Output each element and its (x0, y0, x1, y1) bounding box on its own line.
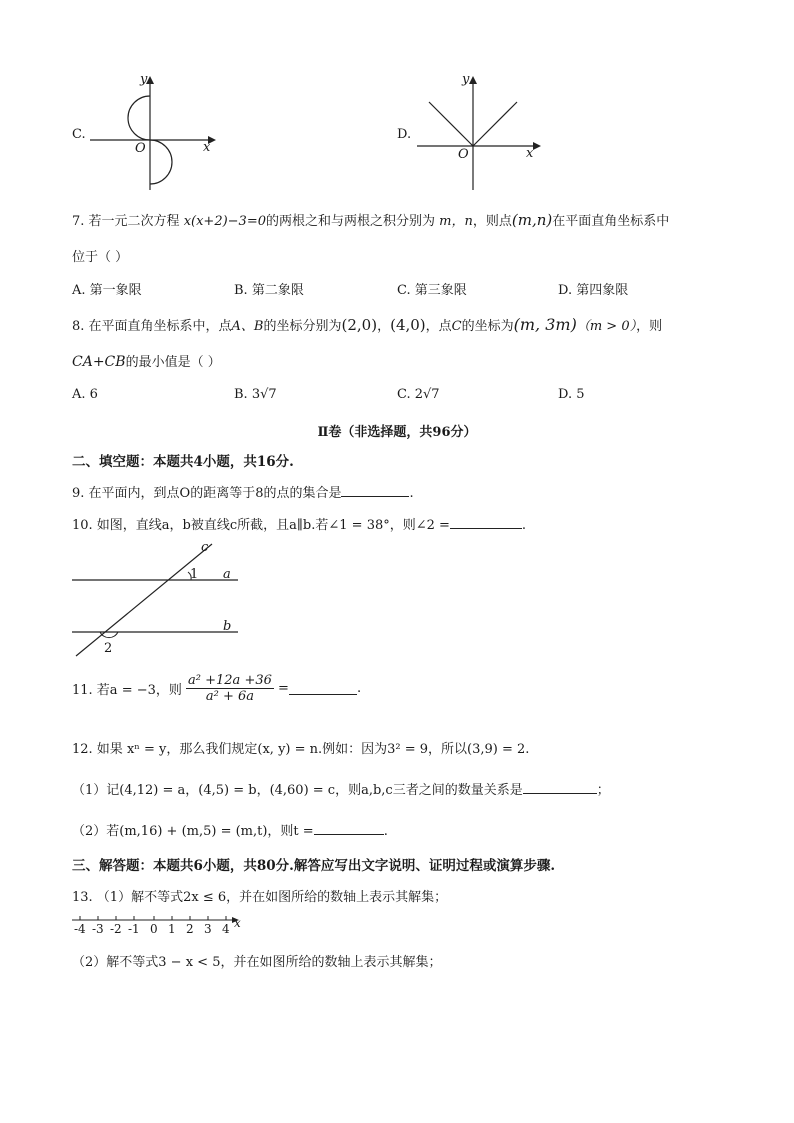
q13-axis-x-label: x (234, 916, 241, 930)
fig10-label-b: b (223, 619, 232, 634)
q13-tick-neg4: -4 (74, 922, 86, 936)
q8-option-b: B. 3√7 (234, 387, 277, 402)
q12-sub1: （1）记(4,12) = a，(4,5) = b，(4,60) = c，则a,b,c三者之间的数量关系是 ； (72, 783, 610, 798)
fig10-label-2: 2 (104, 641, 113, 656)
q13-tick-neg2: -2 (110, 922, 122, 936)
q11: 11. 若a = −3，则 $\frac{\text{a² +12a +36}}{\text{a² + 6a}}$ = . (72, 673, 362, 704)
section3-heading: 三、解答题：本题共6小题，共80分.解答应写出文字说明、证明过程或演算步骤. (72, 858, 556, 874)
q7-option-c: C. 第三象限 (397, 283, 467, 298)
q13-tick-2: 2 (186, 922, 194, 936)
q12-sub2-answer-blank (314, 822, 384, 835)
option-c-label: C. (72, 127, 86, 142)
q7-option-a: A. 第一象限 (72, 283, 142, 298)
graph-d (415, 72, 545, 192)
fig10-label-a: a (223, 567, 231, 582)
q7-line1: 7. 若一元二次方程 x(x+2)−3=0的两根之和与两根之积分别为 m，n，则点(m,n)在平面直角坐标系中 (72, 211, 670, 229)
q11-answer-blank (289, 682, 357, 695)
fig10-label-1: 1 (190, 567, 199, 582)
q10-answer-blank (450, 516, 522, 529)
graph-c-origin-label: O (135, 141, 146, 156)
graph-d-x-label: x (526, 146, 534, 161)
q13-sub1: 13. （1）解不等式2x ≤ 6，并在如图所给的数轴上表示其解集； (72, 890, 448, 905)
q13-tick-neg3: -3 (92, 922, 104, 936)
q11-fraction: $\frac{\text{a² +12a +36}}{\text{a² + 6a}}$ (188, 673, 272, 704)
graph-c (90, 72, 220, 192)
q13-sub2: （2）解不等式3 − x < 5，并在如图所给的数轴上表示其解集； (72, 955, 442, 970)
part2-title: Ⅱ卷（非选择题，共96分） (317, 425, 477, 440)
graph-c-y-label: y (140, 72, 148, 87)
q13-tick-0: 0 (150, 922, 158, 936)
q12-sub1-answer-blank (523, 781, 597, 794)
figure-10-parallel-lines (60, 536, 260, 661)
q8-option-d: D. 5 (558, 387, 585, 402)
q7-line2: 位于（ ） (72, 250, 129, 265)
q9: 9. 在平面内，到点O的距离等于8的点的集合是 . (72, 486, 414, 501)
graph-d-origin-label: O (458, 147, 469, 162)
q9-answer-blank (341, 484, 409, 497)
option-d-label: D. (397, 127, 412, 142)
q13-tick-4: 4 (222, 922, 230, 936)
section2-heading: 二、填空题：本题共4小题，共16分. (72, 454, 294, 470)
q12-sub2: （2）若(m,16) + (m,5) = (m,t)，则t = . (72, 824, 388, 839)
q13-tick-3: 3 (204, 922, 212, 936)
q8-line1: 8. 在平面直角坐标系中，点A、B的坐标分别为(2,0)，(4,0)，点C的坐标为(m, 3m)（m > 0），则 (72, 315, 663, 334)
fig10-label-c: c (201, 540, 209, 555)
q13-tick-neg1: -1 (128, 922, 140, 936)
q8-line2: CA+CB的最小值是（ ） (72, 354, 221, 370)
q7-option-d: D. 第四象限 (558, 283, 629, 298)
q8-option-a: A. 6 (72, 387, 98, 402)
q12-intro: 12. 如果 xⁿ = y，那么我们规定(x, y) = n.例如：因为3² = 9，所以(3,9) = 2. (72, 742, 530, 757)
q8-option-c: C. 2√7 (397, 387, 440, 402)
q7-option-b: B. 第二象限 (234, 283, 304, 298)
q13-tick-1: 1 (168, 922, 176, 936)
graph-c-x-label: x (203, 140, 211, 155)
q10: 10. 如图，直线a，b被直线c所截，且a∥b.若∠1 = 38°，则∠2 = . (72, 518, 527, 533)
graph-d-y-label: y (462, 72, 470, 87)
